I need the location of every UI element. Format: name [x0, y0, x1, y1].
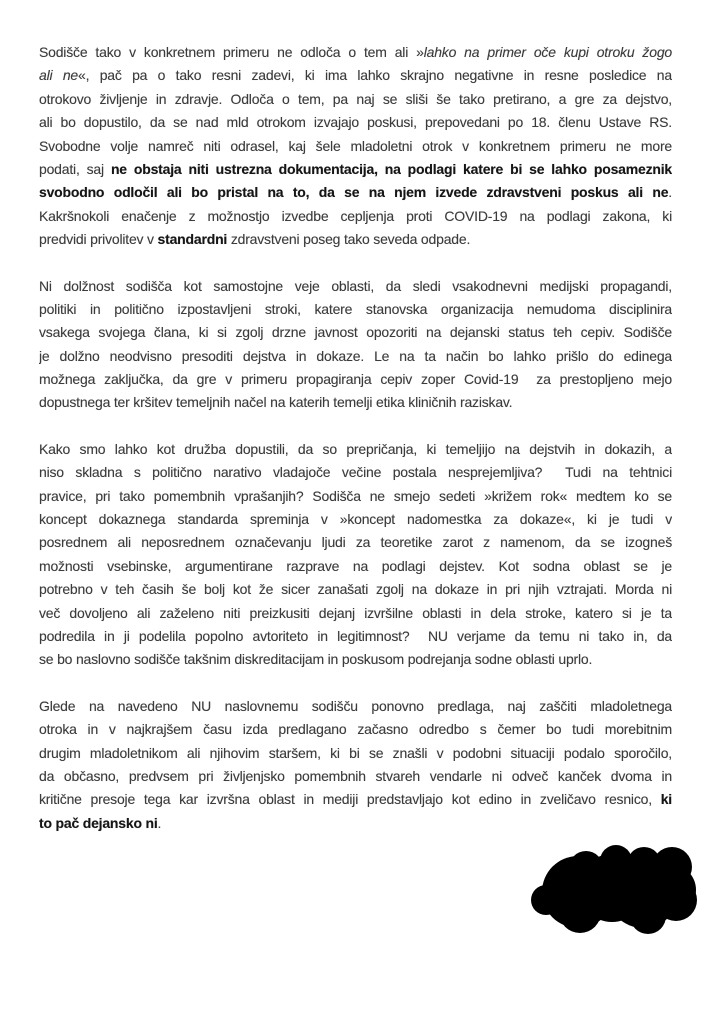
text-run: ne obstaja niti ustrezna dokumentacija, na podlagi katere bi se lahko posameznik — [110, 160, 672, 177]
text-line — [39, 275, 672, 298]
text-run: drugim mladoletnikom ali njihovim staršem, ki bi se znašli v podobni situaciji podalo sporočilo, — [39, 744, 672, 761]
text-line — [39, 321, 672, 344]
text-run: je dolžno neodvisno presoditi dejstva in dokaze. Le na ta način bo lahko prišlo do edinega — [39, 347, 672, 364]
text-line — [39, 578, 672, 601]
text-line — [39, 485, 672, 508]
text-run: Kako smo lahko kot družba dopustili, da so prepričanja, ki temeljijo na dejstvih in dokazih, a — [39, 440, 672, 457]
text-line — [39, 391, 672, 414]
text-line — [39, 531, 672, 554]
text-run: predvidi privolitev v — [39, 231, 158, 248]
text-run: potrebno v teh časih še bolj kot že sicer zanašati zgolj na dokaze in pri njih vztrajati. Morda ni — [39, 581, 672, 598]
text-run: vsakega svojega člana, ki si zgolj drzne javnost opozoriti na dejanski status teh cepiv. Sodišče — [39, 324, 672, 341]
text-line — [39, 625, 672, 648]
text-line — [39, 158, 672, 181]
text-line — [39, 648, 672, 671]
text-run: podati, saj — [39, 160, 111, 177]
text-line — [39, 298, 672, 321]
paragraph — [39, 438, 672, 672]
text-run: dopustnega ter kršitev temeljnih načel na katerih temelji etika kliničnih raziskav. — [39, 394, 513, 411]
text-run: «, pač pa o tako resni zadevi, ki ima lahko skrajno negativne in resne posledice na — [78, 67, 672, 84]
text-run: ali bo dopustilo, da se nad mld otrokom izvajajo poskusi, prepovedani po 18. členu Ustave RS. — [39, 114, 672, 131]
text-run: Sodišče tako v konkretnem primeru ne odloča o tem ali » — [39, 44, 424, 60]
text-run: . — [668, 184, 672, 201]
text-run: standardni — [157, 231, 228, 248]
text-line — [39, 41, 672, 64]
text-line — [39, 368, 672, 391]
text-run: kritične presoje tega kar izvršna oblast in mediji predstavljajo kot edino in zveličavo resnico, — [39, 791, 661, 808]
text-run: Svobodne volje namreč niti odrasel, kaj šele mladoletni otrok v konkretnem primeru ne more — [39, 137, 672, 154]
text-run: podredila in ji podelila popolno avtoriteto in legitimnost? NU verjame da temu ni tako in, da — [39, 627, 672, 644]
text-line — [39, 555, 672, 578]
text-line — [39, 181, 672, 204]
text-line — [39, 135, 672, 158]
text-line — [39, 602, 672, 625]
text-line — [39, 88, 672, 111]
text-run: posrednem ali neposrednem označevanju ljudi za teoretike zarot z namenom, da se izogneš — [39, 534, 672, 551]
text-run: Ni dolžnost sodišča kot samostojne veje oblasti, da sledi vsakodnevni medijski propagandi, — [39, 277, 672, 294]
text-run: koncept dokaznega standarda spreminja v »koncept nadomestka za dokaze«, ki je tudi v — [39, 511, 672, 528]
text-line — [39, 205, 672, 228]
text-run: ali ne — [39, 67, 78, 84]
text-line — [39, 228, 672, 251]
text-line — [39, 438, 672, 461]
text-run: se bo naslovno sodišče takšnim diskreditacijam in poskusom podrejanja sodne oblasti uprlo. — [39, 651, 593, 668]
text-run: Kakršnokoli enačenje z možnostjo izvedbe cepljenja proti COVID-19 na podlagi zakona, ki — [39, 207, 672, 224]
text-run: lahko na primer oče kupi otroku žogo — [423, 44, 672, 60]
text-line — [39, 111, 672, 134]
text-run: politiki in politično izpostavljeni stroki, katere stanovska organizacija nemudoma disciplinira — [39, 300, 672, 317]
paragraph — [39, 695, 672, 835]
text-line — [39, 812, 672, 835]
text-line — [39, 742, 672, 765]
text-line — [39, 788, 672, 811]
text-line — [39, 345, 672, 368]
text-line — [39, 695, 672, 718]
text-run: pravice, pri tako pomembnih vprašanjih? Sodišča ne smejo sedeti »križem rok« medtem ko se — [39, 487, 672, 504]
text-run: niso skladna s politično narativo vladajoče večine postala nesprejemljiva? Tudi na tehtnici — [39, 464, 672, 481]
text-run: to pač dejansko ni — [39, 814, 158, 831]
document-body — [39, 41, 672, 858]
text-run: možnosti vsebinske, argumentirane razprave na podlagi dejstev. Kot sodna oblast se je — [39, 557, 672, 574]
text-run: Glede na navedeno NU naslovnemu sodišču ponovno predlaga, naj zaščiti mladoletnega — [39, 697, 672, 714]
paragraph — [39, 275, 672, 415]
text-run: več dovoljeno ali zaželeno niti preizkusiti dejanj izvršilne oblasti in dela stroke, katero si je ta — [39, 604, 672, 621]
text-line — [39, 64, 672, 87]
text-line — [39, 765, 672, 788]
text-run: otroka in v najkrajšem času izda predlagano začasno odredbo s čemer bo tudi morebitnim — [39, 721, 672, 738]
paragraph — [39, 41, 672, 252]
text-line — [39, 461, 672, 484]
text-line — [39, 508, 672, 531]
redaction-scribble — [528, 840, 698, 940]
text-run: otrokovo življenje in zdravje. Odloča o tem, pa naj se sliši še tako pretirano, a gre za dejstvo, — [39, 90, 672, 107]
text-run: svobodno odločil ali bo pristal na to, da se na njem izvede zdravstveni poskus ali ne — [39, 184, 669, 201]
text-run: možnega zaključka, da gre v primeru propagiranja cepiv zoper Covid-19 za prestopljeno mejo — [39, 371, 672, 388]
text-run: zdravstveni poseg tako seveda odpade. — [227, 231, 471, 248]
text-run: da občasno, predvsem pri življenjsko pomembnih stvareh vendarle ni odveč kanček dvoma in — [39, 767, 672, 784]
text-run: ki — [660, 791, 672, 808]
text-line — [39, 718, 672, 741]
text-run: . — [157, 814, 162, 831]
